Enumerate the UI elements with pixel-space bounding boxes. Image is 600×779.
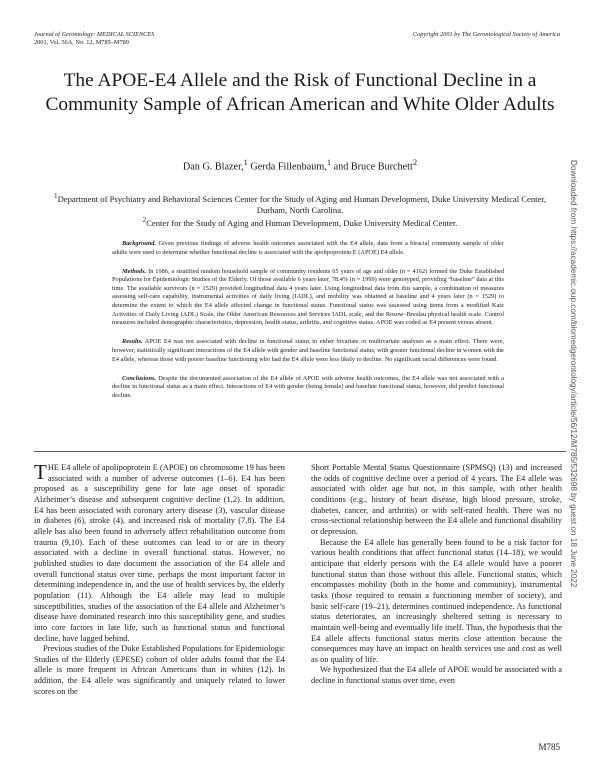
journal-citation: 2001, Vol. 56A, No. 12, M785–M789 [34, 38, 129, 46]
body-paragraph: We hypothesized that the E4 allele of APOE would be associated with a decline in functional status over time, even [311, 665, 562, 686]
body-paragraph: THE E4 allele of apolipoprotein E (APOE) on chromosome 19 has been associated with a number of adverse outcomes (1–6). E4 has been proposed as a susceptibility gene for late age onset of sporadic Alzheimer’s disease and subsequent cognitive decline (1,2). In addition, E4 has been associated with coronary artery disease (3), vascular disease in diabetes (6), stroke (4), and increased risk of mortality (7,8). The E4 allele has also been found to adversely affect rehabilitation outcome from trauma (9,10). Each of these outcomes can lead to or are in theory associated with a decline in overall functional status. However, no published studies to date document the association of the E4 allele and overall functional status over time, perhaps the most important factor in determining independence in, and the use of health services by, the elderly population (11). Although the E4 allele may lead to multiple susceptibilities, studies of the association of the E4 allele and Alzheimer’s disease have dominated research into this susceptibility gene, and studies into core factors in late life, such as functional status and functional decline, have lagged behind. [34, 460, 285, 643]
author-affiliation-mark: 2 [412, 157, 418, 167]
body-paragraph: Because the E4 allele has generally been found to be a risk factor for various health conditions that affect functional status (14–18), we would anticipate that elderly persons with the E4 allele would have a poorer functional status than those without this allele. Functional status, which encompasses mobility (both in the home and community), instrumental tasks (those required to remain a functioning member of society), and basic self-care (19–21), determines continued independence. As functional status deteriorates, an increasingly sheltered setting is necessary to maintain well-being and eventually life itself. Thus, the hypothesis that the E4 allele affects functional status merits close attention because the consequences may have an impact on health services use and cost as well as on quality of life. [311, 537, 562, 664]
affiliation: $^2$Center for the Study of Aging and Human Development, Duke University Medical Center. [142, 216, 458, 229]
affiliations [48, 191, 552, 229]
section-label: Conclusions. [122, 374, 157, 382]
abstract [112, 240, 504, 411]
article-title: The APOE-E4 Allele and the Risk of Functional Decline in a Community Sample of African American and White Older Adults [45, 70, 555, 115]
body-column-left [34, 460, 285, 697]
section-label: Methods. [122, 267, 147, 275]
section-label: Results. [122, 338, 143, 346]
drop-cap: T [34, 460, 47, 484]
section-label: Background. [122, 240, 157, 247]
abstract-results [112, 338, 504, 364]
section-divider [34, 451, 566, 452]
abstract-background [112, 240, 504, 257]
abstract-text: APOE E4 was not associated with decline in functional status in either bivariate or multivariate analyses as a main effect. There were, however, statistically significant interactions of the E4 allele with gender and baseline functional status, with greater functional decline in women with the E4 allele, whereas those with poorer baseline functioning who had the E4 allele were less likely to decline. No significant racial differences were found. [112, 338, 504, 363]
abstract-text: Despite the documented association of the E4 allele of APOE with adverse health outcomes, the E4 allele was not associated with a decline in functional status as a main effect. Interactions of E4 with gender (being female) and baseline functional status, however, did predict functional decline. [112, 374, 504, 399]
author-name[interactable]: and Bruce Burchett [333, 161, 413, 173]
author-affiliation-mark: 1 [243, 157, 248, 167]
body-paragraph: Previous studies of the Duke Established Populations for Epidemiologic Studies of the Elderly (EPESE) cohort of older adults found that the E4 allele is more frequent in African Americans than in whites (12). In addition, the E4 allele was significantly and uniquely related to lower scores on the [34, 644, 285, 696]
affiliation: $^1$Department of Psychiatry and Behavioral Sciences Center for the Study of Aging and Human Development, Duke University Medical Center, Durham, North Carolina. [54, 192, 546, 215]
author-affiliation-mark: 1 [326, 157, 332, 167]
journal-header [34, 31, 154, 46]
abstract-methods [112, 268, 504, 328]
page-number: M785 [538, 742, 560, 752]
abstract-conclusions [112, 375, 504, 401]
author-name[interactable]: Gerda Fillenbaum, [250, 161, 327, 173]
body-column-right [311, 463, 562, 687]
copyright-notice: Copyright 2001 by The Gerontological Society of America [412, 31, 560, 38]
abstract-text: In 1986, a stratified random household sample of community residents 65 years of age and older (n = 4162) formed the Duke Established Populations for Epidemiologic Studies of the Elderly. Of those available 6 years later, 78.4% (n = 1999) were genotyped, providing “baseline” data at this time. The available survivors (n = 1529) provided longitudinal data 4 years later. Using longitudinal data from this sample, a combination of measures assessing self-care capability, instrumental activities of daily living (IADL), and mobility was obtained at baseline and 4 years later (n = 1529) to determine the extent to which the E4 allele affected change in functional status. Functional status was assessed using items from a modified Katz Activities of Daily Living (ADL) Scale, the Older American Resources and Services IADL scale, and the Rosow–Breslau physical health scale. Control measures included demographic characteristics, depression, health status, arthritis, and cognitive status. APOE was coded as E4 present versus absent. [112, 267, 504, 327]
author-list [40, 157, 560, 172]
download-watermark[interactable]: Downloaded from https://academic.oup.com/biomedgerontology/article/56/12/M785/532698 by guest on 18 June 2022 [569, 160, 578, 588]
abstract-text: Given previous findings of adverse health outcomes associated with the E4 allele, data from a biracial community sample of older adults were used to determine whether functional decline is associated with the apolipoprotein E (APOE) E4 allele. [112, 240, 504, 256]
body-paragraph: Short Portable Mental Status Questionnaire (SPMSQ) (13) and increased the odds of cognitive decline over a period of 4 years. The E4 allele was associated with older age but not, in this sample, with other health conditions (e.g., history of heart disease, high blood pressure, stroke, diabetes, cancer, and arthritis) or with self-rated health. There was no cross-sectional relationship between the E4 allele and functional disability or depression. [311, 463, 562, 536]
journal-title: Journal of Gerontology: MEDICAL SCIENCES [34, 31, 155, 38]
author-name[interactable]: Dan G. Blazer, [182, 161, 244, 173]
